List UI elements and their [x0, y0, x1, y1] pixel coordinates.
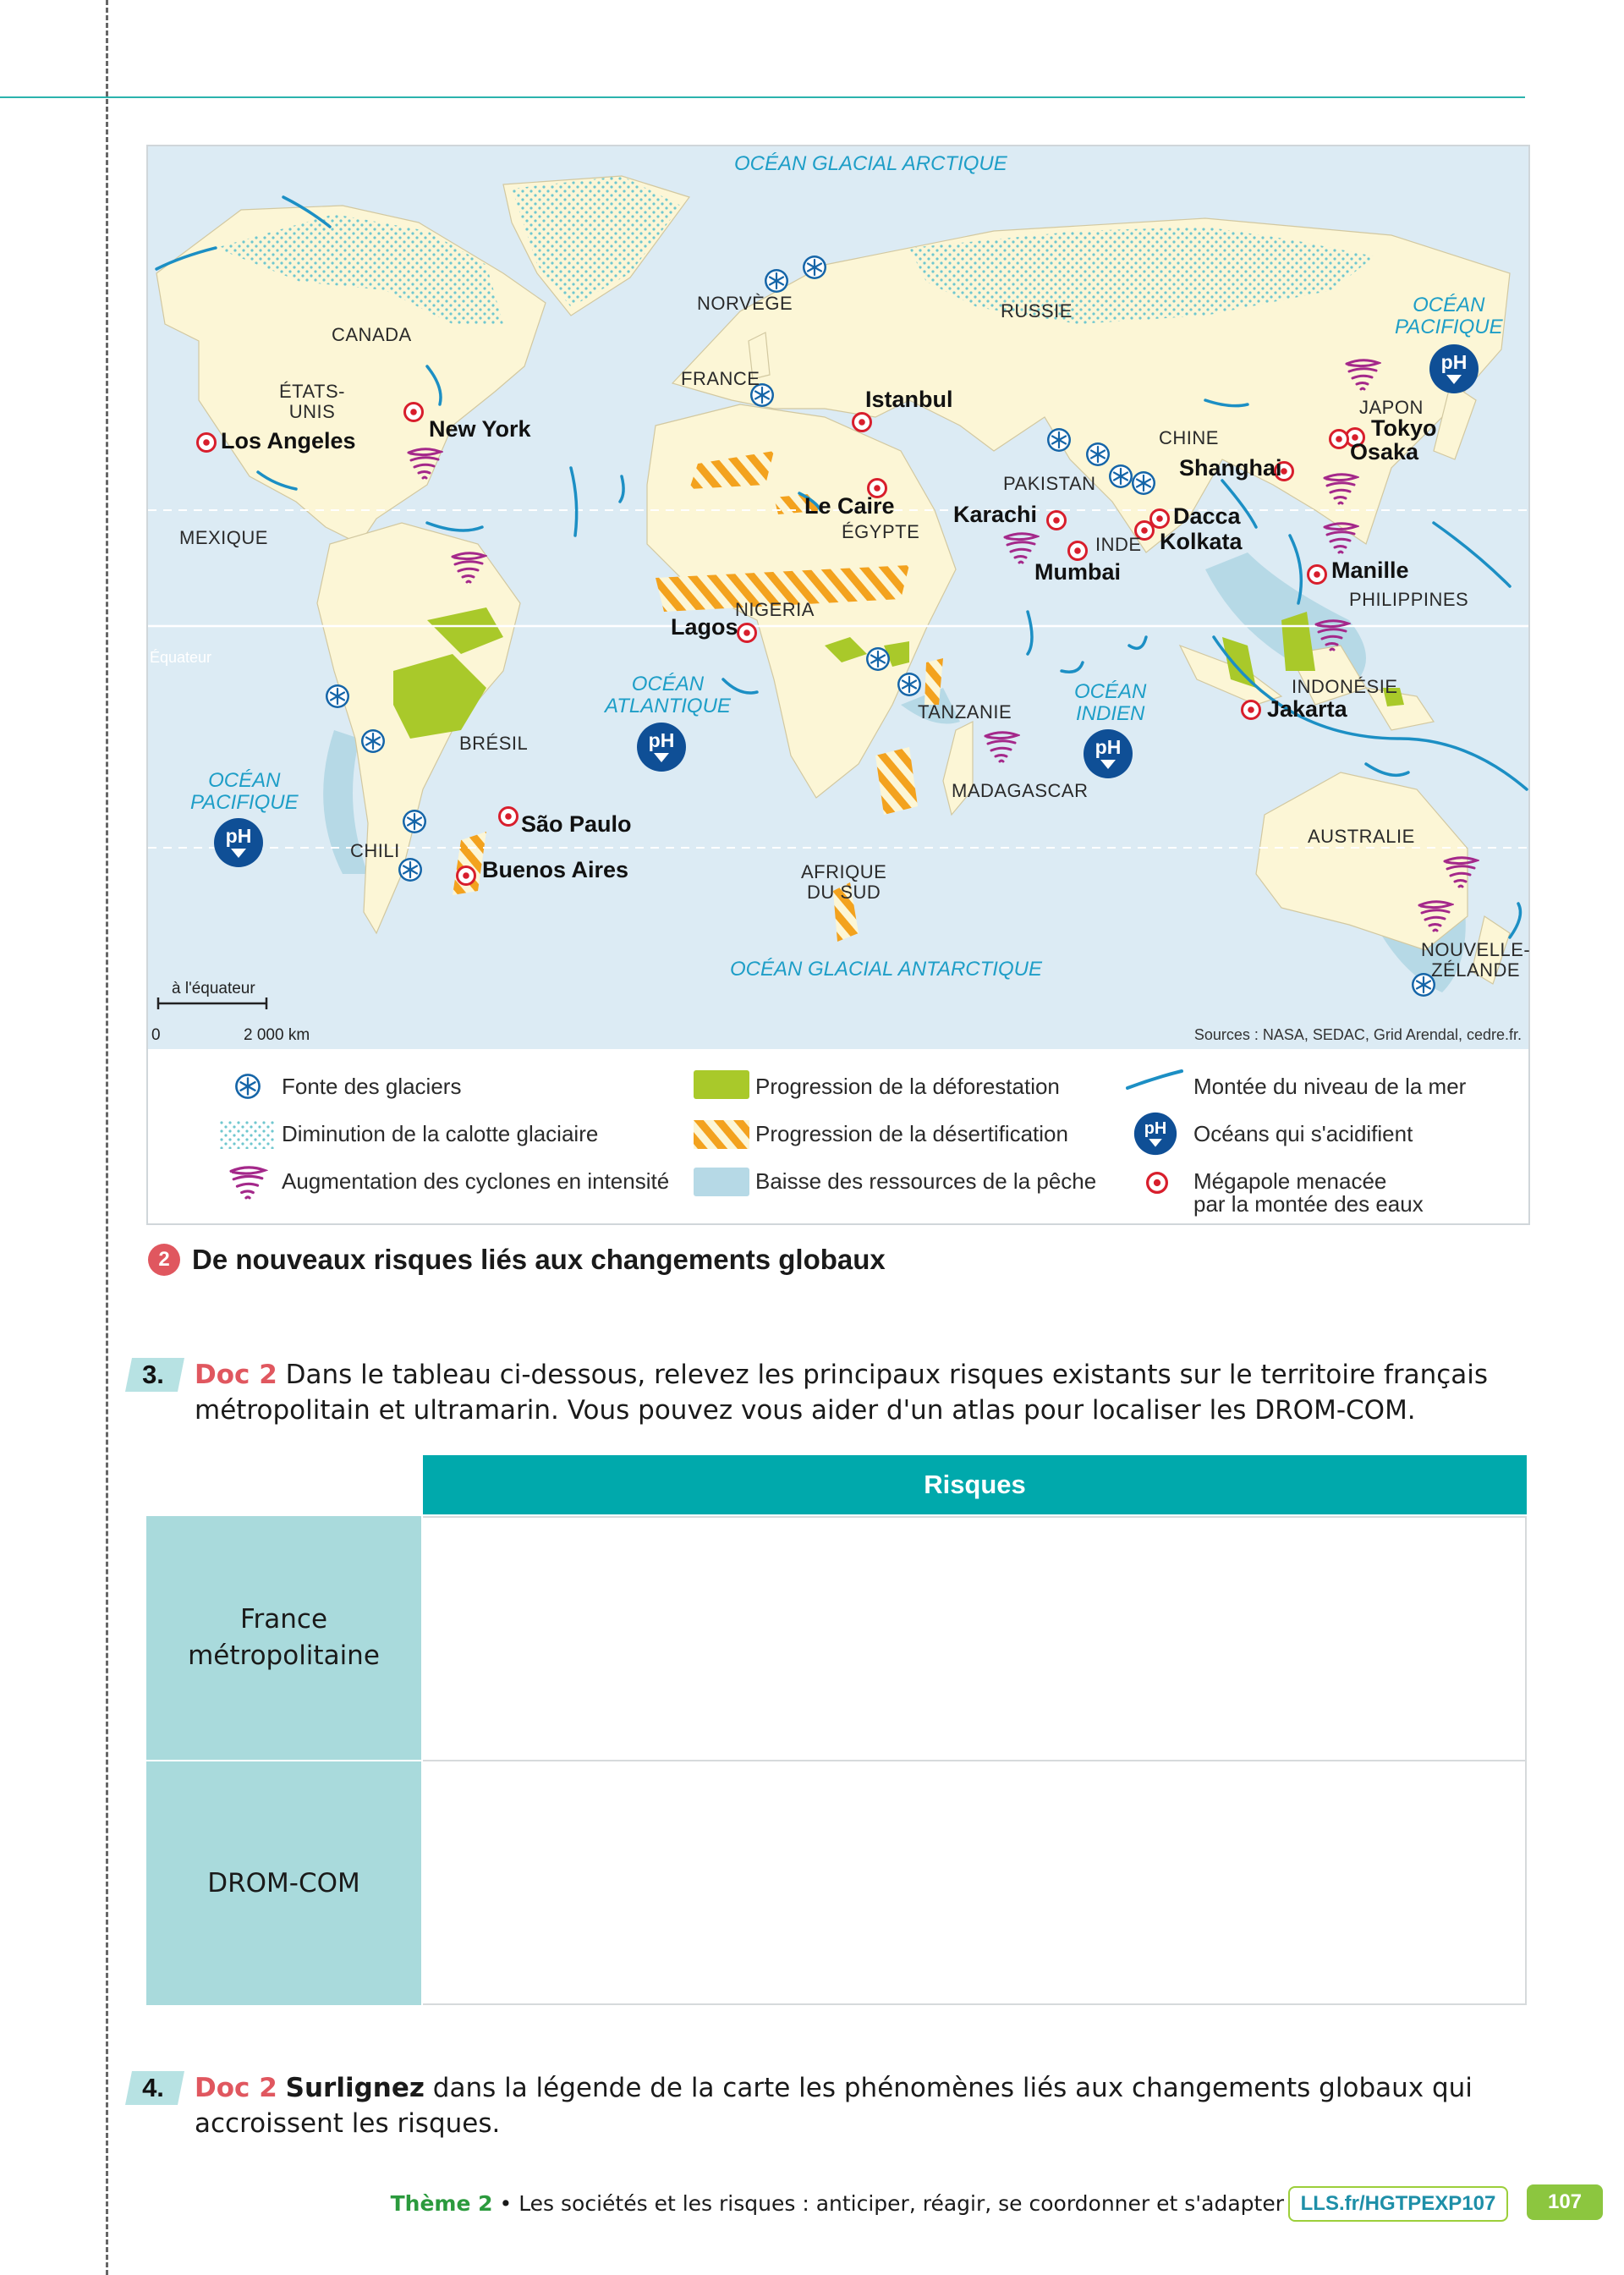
ocean-arctic: OCÉAN GLACIAL ARCTIQUE: [734, 152, 1007, 175]
snowflake-icon: [234, 1073, 261, 1100]
question-4-number: 4.: [125, 2069, 189, 2107]
svg-text:pH: pH: [1144, 1119, 1167, 1138]
city-lagos: Lagos: [671, 614, 738, 640]
question-3-text: Dans le tableau ci-dessous, relevez les principaux risques existants sur le territoire français métropolitain et ultramarin. Vous pouvez vous aider d'un atlas pour localiser les DROM-COM.: [195, 1360, 1489, 1426]
scale-distance: 2 000 km: [244, 1026, 310, 1044]
world-map: [146, 145, 1530, 1051]
city-buenos-aires: Buenos Aires: [482, 857, 629, 882]
label-canada: CANADA: [332, 324, 412, 345]
snowflake-icon: [1086, 442, 1110, 466]
city-los-angeles: Los Angeles: [221, 428, 356, 453]
legend-sea-level: Montée du niveau de la mer: [1193, 1074, 1467, 1099]
label-bresil: BRÉSIL: [459, 733, 529, 754]
fishing-swatch: [694, 1168, 749, 1196]
risk-table: [146, 1455, 1527, 2005]
ocean-indian: OCÉAN INDIEN: [1074, 680, 1147, 725]
label-chine: CHINE: [1159, 427, 1219, 448]
label-egypte: ÉGYPTE: [842, 521, 920, 542]
equator-label: Équateur: [150, 649, 212, 666]
legend-ice-cap: Diminution de la calotte glaciaire: [282, 1121, 599, 1146]
page-footer: [0, 2184, 1624, 2227]
city-kolkata: Kolkata: [1160, 529, 1243, 554]
city-new-york: New York: [429, 416, 531, 442]
label-nouvelle-zelande: NOUVELLE- ZÉLANDE: [1421, 939, 1531, 981]
table-cell-dromcom[interactable]: [423, 1760, 1527, 2005]
desertification-swatch: [694, 1120, 749, 1149]
snowflake-icon: [866, 647, 890, 671]
page-number: 107: [1527, 2184, 1603, 2220]
legend-glaciers: Fonte des glaciers: [282, 1074, 462, 1099]
legend-megapole: Mégapole menacée par la montée des eaux: [1193, 1168, 1424, 1217]
footer-title: Les sociétés et les risques : anticiper, réagir, se coordonner et s'adapter: [518, 2191, 1284, 2216]
snowflake-icon: [897, 673, 921, 696]
world-map-svg: [148, 146, 1531, 1049]
label-nigeria: NIGERIA: [735, 599, 815, 620]
table-row-dromcom-label: DROM-COM: [146, 1761, 421, 2005]
table-cell-france[interactable]: [423, 1516, 1527, 1760]
city-manille: Manille: [1331, 558, 1409, 583]
margin-dotted-line: [106, 0, 108, 2275]
label-norvege: NORVÈGE: [697, 293, 793, 314]
city-istanbul: Istanbul: [865, 387, 953, 412]
snowflake-icon: [1047, 428, 1071, 452]
footer-link[interactable]: LLS.fr/HGTPEXP107: [1288, 2186, 1508, 2222]
question-3-number: 3.: [125, 1356, 189, 1393]
question-3: [195, 1357, 1497, 1428]
question-4-doc: Doc 2: [195, 2073, 277, 2103]
label-russie: RUSSIE: [1001, 300, 1073, 321]
label-chili: CHILI: [350, 840, 400, 861]
legend-fishing: Baisse des ressources de la pêche: [755, 1168, 1097, 1194]
city-dacca: Dacca: [1173, 503, 1241, 529]
ocean-antarctic: OCÉAN GLACIAL ANTARCTIQUE: [730, 958, 1042, 981]
city-mumbai: Mumbai: [1034, 559, 1122, 585]
caption-number: 2: [148, 1244, 180, 1276]
snowflake-icon: [326, 684, 349, 708]
ice-cap-swatch: [219, 1120, 275, 1149]
city-shanghai: Shanghai: [1179, 455, 1282, 481]
question-3-doc: Doc 2: [195, 1360, 277, 1390]
city-le-caire: Le Caire: [804, 493, 895, 519]
city-sao-paulo: São Paulo: [521, 811, 632, 837]
label-japon: JAPON: [1359, 397, 1424, 418]
snowflake-icon: [1109, 464, 1133, 488]
ocean-pacific-ne: OCÉAN PACIFIQUE: [1395, 294, 1503, 338]
table-header-risques: Risques: [423, 1455, 1527, 1514]
label-pakistan: PAKISTAN: [1003, 473, 1096, 494]
caption-text: De nouveaux risques liés aux changements globaux: [192, 1244, 886, 1275]
label-tanzanie: TANZANIE: [918, 701, 1012, 723]
label-usa: ÉTATS- UNIS: [279, 381, 345, 422]
snowflake-icon: [403, 810, 426, 833]
top-rule: [0, 96, 1525, 98]
snowflake-icon: [361, 729, 385, 753]
snowflake-icon: [803, 256, 826, 279]
city-osaka: Osaka: [1350, 439, 1419, 464]
label-madagascar: MADAGASCAR: [952, 780, 1089, 801]
snowflake-icon: [765, 269, 788, 293]
map-sources: Sources : NASA, SEDAC, Grid Arendal, cedre.fr.: [1193, 1026, 1522, 1043]
deforestation-swatch: [694, 1070, 749, 1099]
label-indonesie: INDONÉSIE: [1292, 676, 1398, 697]
city-tokyo: Tokyo: [1371, 415, 1437, 441]
map-legend: [146, 1049, 1530, 1225]
question-4-verb: Surlignez: [285, 2073, 425, 2103]
ocean-atlantic: OCÉAN ATLANTIQUE: [605, 673, 731, 717]
legend-deforestation: Progression de la déforestation: [755, 1074, 1060, 1099]
city-karachi: Karachi: [953, 502, 1038, 527]
question-4-text: dans la légende de la carte les phénomènes liés aux changements globaux qui accroissent les risques.: [195, 2073, 1473, 2139]
label-france: FRANCE: [681, 368, 760, 389]
label-philippines: PHILIPPINES: [1349, 589, 1469, 610]
legend-desertification: Progression de la désertification: [755, 1121, 1068, 1146]
snowflake-icon: [1132, 471, 1155, 495]
cyclone-icon: [228, 1165, 268, 1201]
label-inde: INDE: [1095, 534, 1142, 555]
city-jakarta: Jakarta: [1267, 696, 1347, 722]
target-icon: [1146, 1172, 1168, 1194]
scale-zero: 0: [151, 1026, 161, 1044]
legend-cyclones: Augmentation des cyclones en intensité: [282, 1168, 670, 1194]
legend-acid: Océans qui s'acidifient: [1193, 1121, 1413, 1146]
ocean-pacific-sw: OCÉAN PACIFIQUE: [190, 769, 299, 814]
footer-theme: Thème 2: [390, 2191, 493, 2216]
scale-note: à l'équateur: [172, 980, 255, 997]
footer-text: [391, 2191, 1284, 2216]
table-row-france-label: France métropolitaine: [146, 1516, 421, 1760]
label-mexique: MEXIQUE: [179, 527, 268, 548]
snowflake-icon: [398, 858, 422, 882]
label-australie: AUSTRALIE: [1308, 826, 1415, 847]
sea-level-icon: [1124, 1068, 1185, 1093]
footer-bullet: •: [499, 2191, 513, 2216]
ph-icon: [1133, 1112, 1177, 1156]
label-afrique-du-sud: AFRIQUE DU SUD: [801, 861, 887, 903]
question-4: [195, 2070, 1531, 2141]
